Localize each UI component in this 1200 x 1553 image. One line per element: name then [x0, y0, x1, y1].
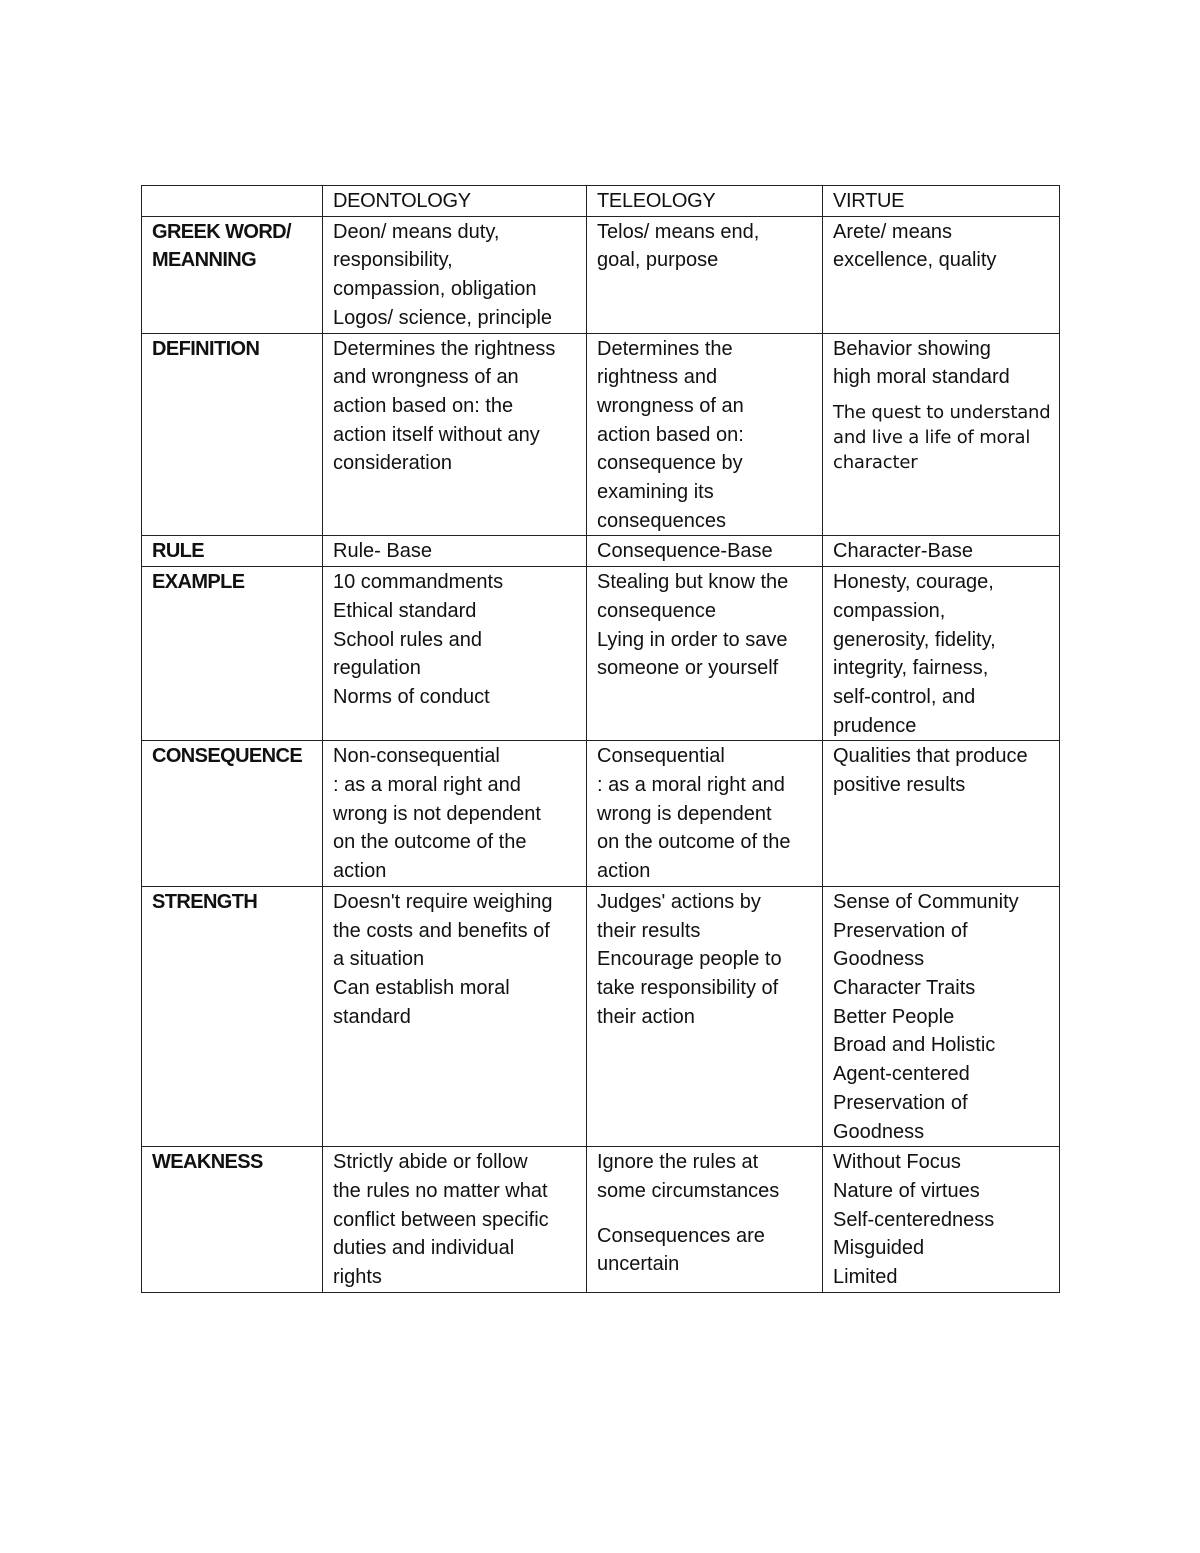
cell-line: Consequential [597, 745, 725, 768]
cell-line: Ethical standard [333, 599, 477, 622]
cell-line: integrity, fairness, [833, 657, 989, 680]
cell-line: Arete/ means [833, 220, 952, 243]
cell-line: : as a moral right and [333, 774, 521, 797]
cell-example-teleology [587, 567, 823, 741]
cell-line: examining its [597, 481, 714, 504]
cell-line: Nature of virtues [833, 1179, 980, 1202]
cell-line: : as a moral right and [597, 774, 785, 797]
cell-line: Lying in order to save [597, 628, 788, 651]
cell-line: action based on: the [333, 394, 514, 417]
cell-line: prudence [833, 714, 917, 737]
cell-line: Strictly abide or follow [333, 1151, 528, 1174]
cell-example-deontology [323, 567, 587, 741]
header-deontology: DEONTOLOGY [323, 186, 587, 217]
cell-line: wrongness of an [597, 394, 744, 417]
cell-consequence-virtue [823, 741, 1060, 887]
row-label-greek-word [142, 216, 323, 333]
cell-line: action [333, 860, 387, 883]
cell-line: Self-centeredness [833, 1208, 995, 1231]
cell-line: the rules no matter what [333, 1179, 548, 1202]
cell-line: Deon/ means duty, [333, 220, 500, 243]
cell-line: Determines the [597, 337, 733, 360]
header-empty-cell [142, 186, 323, 217]
cell-line: Can establish moral [333, 976, 510, 999]
table-row-example [142, 567, 1060, 741]
cell-line: Norms of conduct [333, 685, 490, 708]
cell-line: generosity, fidelity, [833, 628, 996, 651]
cell-line: Consequences are [597, 1224, 765, 1247]
cell-consequence-teleology [587, 741, 823, 887]
row-label-line: GREEK WORD/ [152, 220, 291, 243]
header-virtue: VIRTUE [823, 186, 1060, 217]
cell-definition-deontology [323, 333, 587, 536]
cell-line: someone or yourself [597, 657, 779, 680]
cell-line: Goodness [833, 1120, 925, 1143]
cell-line: conflict between specific [333, 1208, 549, 1231]
cell-line: a situation [333, 948, 425, 971]
cell-line: Without Focus [833, 1151, 961, 1174]
cell-line: Preservation of [833, 919, 968, 942]
cell-line: high moral standard [833, 366, 1010, 389]
cell-definition-virtue [823, 333, 1060, 536]
cell-line: action itself without any [333, 423, 540, 446]
cell-line: Goodness [833, 948, 925, 971]
cell-line: Sense of Community [833, 890, 1019, 913]
cell-strength-deontology [323, 886, 587, 1146]
cell-line: Better People [833, 1005, 955, 1028]
cell-line: consequence by [597, 452, 743, 475]
row-label-definition: DEFINITION [142, 333, 323, 536]
cell-line: positive results [833, 774, 966, 797]
cell-line: Limited [833, 1266, 898, 1289]
cell-rule-virtue: Character-Base [823, 536, 1060, 567]
table-row-greek-word [142, 216, 1060, 333]
cell-line: Logos/ science, principle [333, 306, 553, 329]
cell-line: Agent-centered [833, 1063, 970, 1086]
cell-line: Telos/ means end, [597, 220, 760, 243]
cell-line: wrong is not dependent [333, 802, 541, 825]
cell-line: compassion, obligation [333, 278, 537, 301]
table-row-consequence [142, 741, 1060, 887]
row-label-rule: RULE [142, 536, 323, 567]
row-label-line: MEANNING [152, 249, 257, 272]
cell-line: Qualities that produce [833, 745, 1028, 768]
cell-line: uncertain [597, 1253, 680, 1276]
cell-line: their results [597, 919, 701, 942]
cell-line: their action [597, 1005, 695, 1028]
cell-spacer [597, 1206, 816, 1222]
table-row-definition [142, 333, 1060, 536]
cell-line: consequences [597, 509, 726, 532]
table-row-rule [142, 536, 1060, 567]
cell-rule-deontology: Rule- Base [323, 536, 587, 567]
cell-line: take responsibility of [597, 976, 779, 999]
cell-strength-virtue [823, 886, 1060, 1146]
cell-line: consequence [597, 599, 716, 622]
table-row-strength [142, 886, 1060, 1146]
ethics-comparison-table [141, 185, 1060, 1293]
cell-line: Doesn't require weighing [333, 890, 553, 913]
cell-line: rightness and [597, 366, 718, 389]
cell-line: action [597, 860, 651, 883]
cell-line: some circumstances [597, 1179, 780, 1202]
table-row-weakness [142, 1147, 1060, 1293]
cell-line: goal, purpose [597, 249, 719, 272]
cell-weakness-virtue [823, 1147, 1060, 1293]
cell-line: Character Traits [833, 976, 976, 999]
virtue-definition-note: The quest to understand and live a life of moral character [833, 401, 1051, 473]
row-label-weakness: WEAKNESS [142, 1147, 323, 1293]
cell-line: Ignore the rules at [597, 1151, 759, 1174]
cell-line: Judges' actions by [597, 890, 761, 913]
cell-line: on the outcome of the [333, 831, 527, 854]
cell-line: School rules and [333, 628, 482, 651]
table-header-row [142, 186, 1060, 217]
cell-line: self-control, and [833, 685, 976, 708]
cell-line: Encourage people to [597, 948, 782, 971]
cell-consequence-deontology [323, 741, 587, 887]
cell-greek-virtue [823, 216, 1060, 333]
cell-line: standard [333, 1005, 411, 1028]
cell-line: Behavior showing [833, 337, 991, 360]
cell-line: responsibility, [333, 249, 453, 272]
row-label-example: EXAMPLE [142, 567, 323, 741]
cell-line: excellence, quality [833, 249, 997, 272]
cell-line: duties and individual [333, 1237, 515, 1260]
cell-line: and wrongness of an [333, 366, 519, 389]
cell-line: Stealing but know the [597, 571, 789, 594]
header-teleology: TELEOLOGY [587, 186, 823, 217]
cell-line: rights [333, 1266, 382, 1289]
cell-line: 10 commandments [333, 571, 504, 594]
cell-greek-teleology [587, 216, 823, 333]
cell-line: Preservation of [833, 1091, 968, 1114]
cell-line: action based on: [597, 423, 744, 446]
cell-line: wrong is dependent [597, 802, 772, 825]
cell-line: Misguided [833, 1237, 925, 1260]
cell-line: regulation [333, 657, 421, 680]
cell-weakness-deontology [323, 1147, 587, 1293]
row-label-strength: STRENGTH [142, 886, 323, 1146]
cell-line: the costs and benefits of [333, 919, 550, 942]
cell-line: Honesty, courage, [833, 571, 994, 594]
cell-greek-deontology [323, 216, 587, 333]
cell-line: Non-consequential [333, 745, 500, 768]
cell-line: Determines the rightness [333, 337, 556, 360]
cell-definition-teleology [587, 333, 823, 536]
cell-line: on the outcome of the [597, 831, 791, 854]
row-label-consequence: CONSEQUENCE [142, 741, 323, 887]
cell-strength-teleology [587, 886, 823, 1146]
cell-line: consideration [333, 452, 452, 475]
cell-example-virtue [823, 567, 1060, 741]
cell-weakness-teleology [587, 1147, 823, 1293]
cell-line: compassion, [833, 599, 946, 622]
cell-rule-teleology: Consequence-Base [587, 536, 823, 567]
cell-line: Broad and Holistic [833, 1034, 996, 1057]
